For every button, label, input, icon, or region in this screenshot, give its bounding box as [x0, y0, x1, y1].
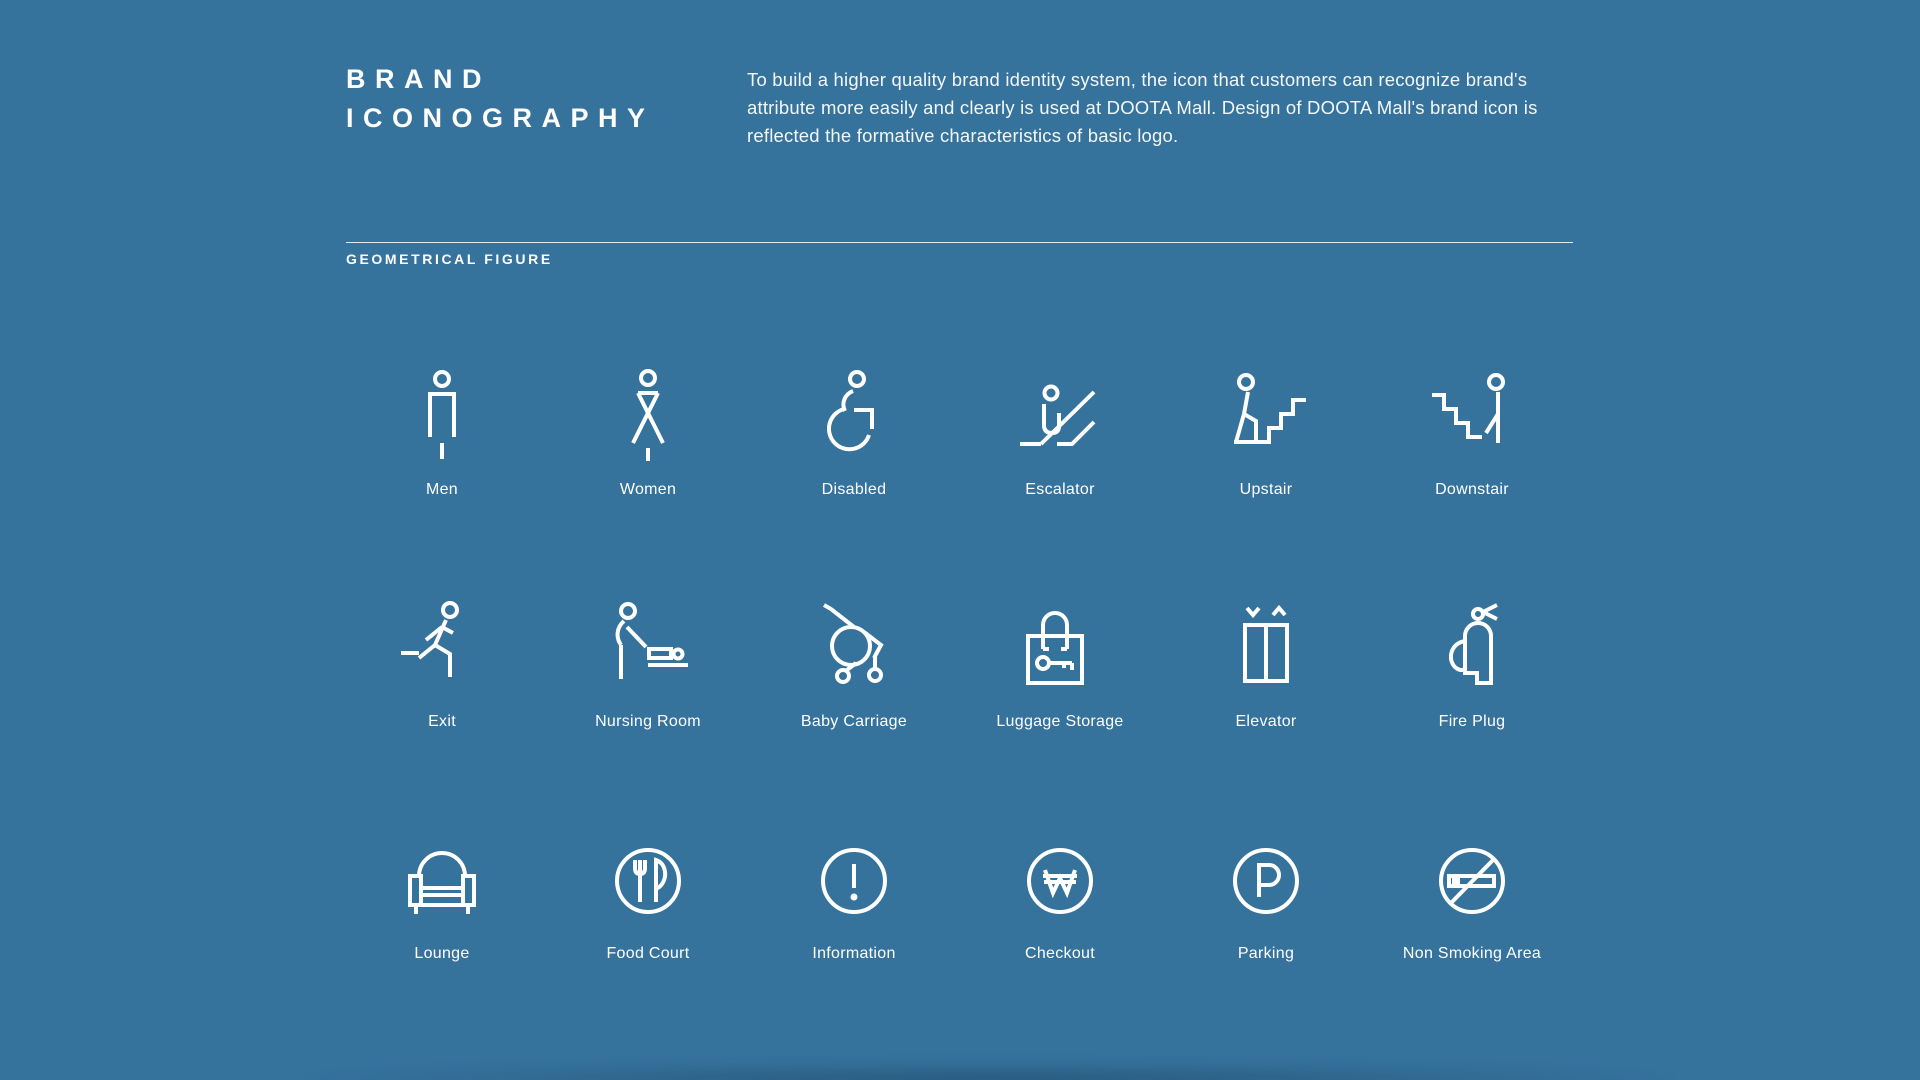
icon-cell-downstair [1369, 367, 1575, 499]
icon-label: Information [812, 945, 896, 962]
lounge-icon [397, 831, 487, 931]
icon-label: Men [425, 481, 459, 498]
upstair-icon [1221, 367, 1311, 467]
information-icon [809, 831, 899, 931]
icon-cell-men [339, 367, 545, 499]
exit-icon [397, 599, 487, 699]
bottom-edge-shadow [300, 1062, 1680, 1080]
icon-label: Baby Carriage [800, 713, 908, 730]
icon-cell-fire-plug [1369, 599, 1575, 731]
icon-label: Nursing Room [595, 713, 701, 730]
icon-cell-baby-carriage [751, 599, 957, 731]
icon-cell-women [545, 367, 751, 499]
page-title-line1: BRAND [346, 64, 491, 94]
icon-label: Non Smoking Area [1402, 945, 1542, 962]
page-title [346, 60, 655, 138]
icon-cell-non-smoking-area [1369, 831, 1575, 963]
elevator-icon [1221, 599, 1311, 699]
checkout-icon [1015, 831, 1105, 931]
icon-cell-exit [339, 599, 545, 731]
icon-label: Women [619, 481, 677, 498]
icon-label: Checkout [1025, 945, 1095, 962]
page-description-line2: attribute more easily and clearly is used at DOOTA Mall. Design of DOOTA Mall's brand icon is [747, 97, 1538, 118]
icon-cell-escalator [957, 367, 1163, 499]
nursing-room-icon [603, 599, 693, 699]
women-icon [603, 367, 693, 467]
men-icon [397, 367, 487, 467]
escalator-icon [1015, 367, 1105, 467]
section-heading: GEOMETRICAL FIGURE [346, 251, 553, 267]
icon-grid [339, 367, 1575, 963]
non-smoking-icon [1427, 831, 1517, 931]
icon-cell-upstair [1163, 367, 1369, 499]
icon-label: Upstair [1239, 481, 1293, 498]
icon-label: Disabled [821, 481, 887, 498]
icon-cell-elevator [1163, 599, 1369, 731]
icon-label: Fire Plug [1438, 713, 1506, 730]
page-title-line2: ICONOGRAPHY [346, 103, 655, 133]
icon-label: Food Court [606, 945, 690, 962]
icon-label: Escalator [1025, 481, 1095, 498]
page-description-line1: To build a higher quality brand identity system, the icon that customers can recognize brand's [747, 69, 1528, 90]
icon-label: Lounge [414, 945, 470, 962]
icon-cell-luggage-storage [957, 599, 1163, 731]
section-divider [346, 242, 1573, 243]
icon-cell-nursing-room [545, 599, 751, 731]
icon-label: Parking [1237, 945, 1295, 962]
icon-label: Downstair [1435, 481, 1509, 498]
icon-cell-food-court [545, 831, 751, 963]
icon-cell-disabled [751, 367, 957, 499]
page-description-line3: reflected the formative characteristics of basic logo. [747, 125, 1179, 146]
baby-carriage-icon [809, 599, 899, 699]
icon-cell-parking [1163, 831, 1369, 963]
disabled-icon [809, 367, 899, 467]
icon-label: Elevator [1235, 713, 1297, 730]
page-description [747, 66, 1567, 150]
icon-cell-lounge [339, 831, 545, 963]
luggage-storage-icon [1015, 599, 1105, 699]
food-court-icon [603, 831, 693, 931]
parking-icon [1221, 831, 1311, 931]
icon-cell-checkout [957, 831, 1163, 963]
icon-label: Luggage Storage [996, 713, 1124, 730]
downstair-icon [1427, 367, 1517, 467]
icon-label: Exit [428, 713, 456, 730]
icon-cell-information [751, 831, 957, 963]
fire-plug-icon [1427, 599, 1517, 699]
